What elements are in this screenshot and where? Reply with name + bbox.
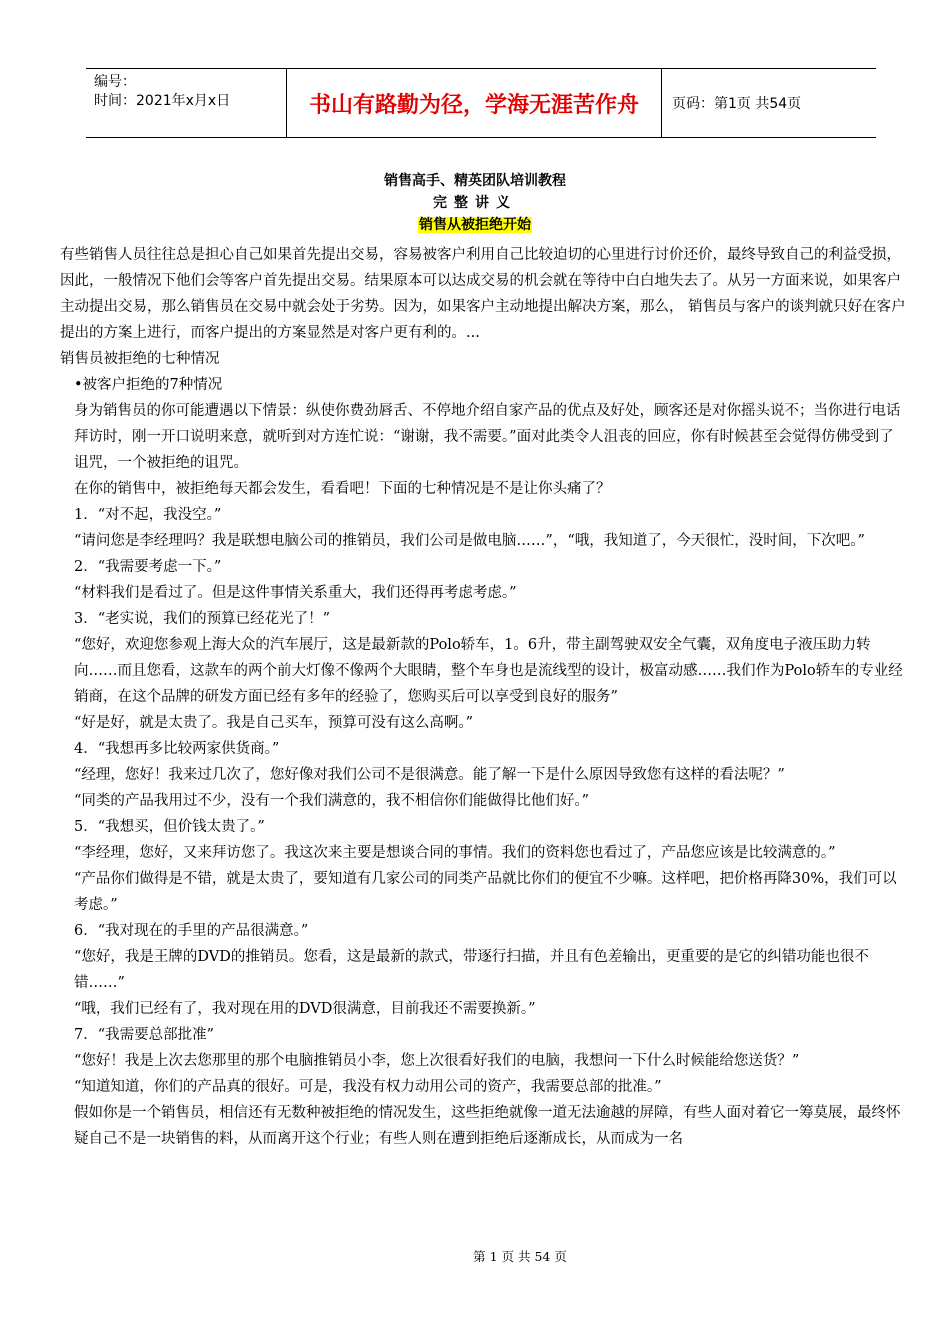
paragraph: “您好，我是王牌的DVD的推销员。您看，这是最新的款式，带逐行扫描，并且有色差输出，更重要的是它的纠错功能也很不错……” [74,949,869,991]
paragraph: “您好，欢迎您参观上海大众的汽车展厅，这是最新款的Polo轿车，1。6升，带主副驾驶双安全气囊，双角度电子液压助力转向……而且您看，这款车的两个前大灯像不像两个大眼睛，整个车身也是流线型的设计，极富动感……我们作为Polo轿车的专业经销商，在这个品牌的研发方面已经有多年的经验了，您购买后可以享受到良好的服务” [74,637,903,705]
paragraph: 6．“我对现在的手里的产品很满意。” [74,923,309,939]
paragraph: “材料我们是看过了。但是这件事情关系重大，我们还得再考虑考虑。” [74,585,517,601]
paragraph: “经理，您好！我来过几次了，您好像对我们公司不是很满意。能了解一下是什么原因导致您有这样的看法呢？” [74,767,785,783]
document-body [60,242,908,1152]
paragraph: “产品你们做得是不错，就是太贵了，要知道有几家公司的同类产品就比你们的便宜不少嘛。这样吧，把价格再降30%，我们可以考虑。” [74,871,897,913]
sub-title [0,192,950,214]
paragraph: “李经理，您好，又来拜访您了。我这次来主要是想谈合同的事情。我们的资料您也看过了，产品您应该是比较满意的。” [74,845,836,861]
paragraph: 销售员被拒绝的七种情况 [60,351,220,367]
main-title: 销售高手、精英团队培训教程 [384,173,566,189]
paragraph: “好是好，就是太贵了。我是自己买车，预算可没有这么高啊。” [74,715,474,731]
paragraph: “知道知道，你们的产品真的很好。可是，我没有权力动用公司的资产，我需要总部的批准。” [74,1079,662,1095]
header-page-info: 页码：第1页 共54页 [672,96,802,112]
paragraph: 身为销售员的你可能遭遇以下情景：纵使你费劲唇舌、不停地介绍自家产品的优点及好处，顾客还是对你摇头说不；当你进行电话拜访时，刚一开口说明来意，就听到对方连忙说：“谢谢，我不需要。”面对此类令人沮丧的回应，你有时候甚至会觉得仿佛受到了诅咒，一个被拒绝的诅咒。 [74,403,901,471]
page-header [86,68,876,138]
number-label: 编号： [94,74,136,90]
section-title [0,214,950,236]
paragraph: 3．“老实说，我们的预算已经花光了！” [74,611,331,627]
paragraph: “请问您是李经理吗？我是联想电脑公司的推销员，我们公司是做电脑……”，“哦，我知道了，今天很忙，没时间，下次吧。” [74,533,865,549]
paragraph: 7．“我需要总部批准” [74,1027,215,1043]
document-titles [0,170,950,236]
header-meta [86,69,286,137]
paragraph: “您好！我是上次去您那里的那个电脑推销员小李，您上次很看好我们的电脑，我想问一下什么时候能给您送货？” [74,1053,800,1069]
paragraph: 5．“我想买，但价钱太贵了。” [74,819,265,835]
paragraph: •被客户拒绝的7种情况 [74,377,223,393]
paragraph: 有些销售人员往往总是担心自己如果首先提出交易，容易被客户利用自己比较迫切的心里进行讨价还价，最终导致自己的利益受损，因此，一般情况下他们会等客户首先提出交易。结果原本可以达成交易的机会就在等待中白白地失去了。从另一方面来说，如果客户主动提出交易，那么销售员在交易中就会处于劣势。因为，如果客户主动地提出解决方案，那么， 销售员与客户的谈判就只好在客户提出的方案上进行，而客户提出的方案显然是对客户更有利的。... [60,247,906,341]
sub-title-text: 完整讲义 [433,195,517,211]
paragraph: “同类的产品我用过不少，没有一个我们满意的，我不相信你们能做得比他们好。” [74,793,590,809]
paragraph: 2．“我需要考虑一下。” [74,559,222,575]
paragraph: 4．“我想再多比较两家供货商。” [74,741,280,757]
header-motto: 书山有路勤为径，学海无涯苦作舟 [286,69,662,137]
paragraph: “哦，我们已经有了，我对现在用的DVD很满意，目前我还不需要换新。” [74,1001,536,1017]
paragraph: 在你的销售中，被拒绝每天都会发生，看看吧！下面的七种情况是不是让你头痛了？ [74,481,611,497]
paragraph: 1．“对不起，我没空。” [74,507,222,523]
paragraph: 假如你是一个销售员，相信还有无数种被拒绝的情况发生，这些拒绝就像一道无法逾越的屏障，有些人面对着它一筹莫展，最终怀疑自己不是一块销售的料，从而离开这个行业；有些人则在遭到拒绝后逐渐成长，从而成为一名 [74,1105,901,1147]
page-footer: 第 1 页 共 54 页 [473,1249,567,1264]
section-title-text: 销售从被拒绝开始 [419,217,531,233]
time-label: 时间：2021年x月x日 [94,93,231,109]
